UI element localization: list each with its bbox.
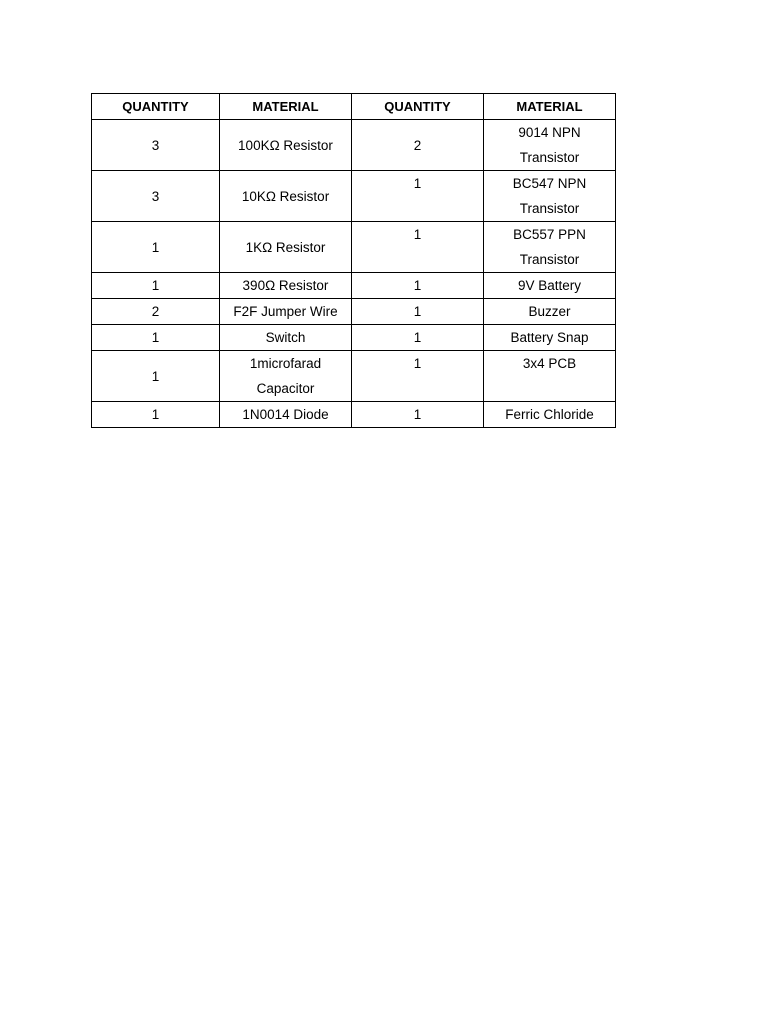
left-quantity-cell: 1 [92, 222, 220, 273]
right-material-text: BC547 NPN Transistor [512, 176, 587, 216]
table-row [92, 402, 616, 428]
right-quantity-cell: 1 [352, 222, 484, 273]
right-quantity-cell: 1 [352, 171, 484, 222]
right-quantity-cell: 2 [352, 120, 484, 171]
right-material-cell: Buzzer [484, 299, 616, 325]
left-material-cell: 390Ω Resistor [220, 273, 352, 299]
right-material-text: BC557 PPN Transistor [513, 227, 586, 267]
right-material-cell [484, 171, 616, 222]
left-material-cell: F2F Jumper Wire [220, 299, 352, 325]
left-quantity-cell: 1 [92, 351, 220, 402]
right-quantity-cell: 1 [352, 402, 484, 428]
right-quantity-cell: 1 [352, 351, 484, 402]
table-row [92, 351, 616, 402]
right-quantity-cell: 1 [352, 299, 484, 325]
left-quantity-cell: 1 [92, 325, 220, 351]
header-material-right: MATERIAL [484, 94, 616, 120]
materials-table [91, 93, 616, 428]
left-quantity-cell: 3 [92, 171, 220, 222]
right-material-cell: Battery Snap [484, 325, 616, 351]
table-row [92, 325, 616, 351]
right-material-cell [484, 222, 616, 273]
header-quantity-right: QUANTITY [352, 94, 484, 120]
left-material-text: 1microfarad Capacitor [249, 356, 322, 396]
right-quantity-cell: 1 [352, 325, 484, 351]
table-row [92, 222, 616, 273]
right-material-cell [484, 120, 616, 171]
left-material-cell: 1N0014 Diode [220, 402, 352, 428]
left-material-cell: Switch [220, 325, 352, 351]
right-quantity-cell: 1 [352, 273, 484, 299]
table-row [92, 273, 616, 299]
table-header-row [92, 94, 616, 120]
right-material-cell: 9V Battery [484, 273, 616, 299]
right-material-cell: Ferric Chloride [484, 402, 616, 428]
left-quantity-cell: 3 [92, 120, 220, 171]
left-material-cell: 1KΩ Resistor [220, 222, 352, 273]
left-quantity-cell: 1 [92, 402, 220, 428]
table-row [92, 171, 616, 222]
header-quantity-left: QUANTITY [92, 94, 220, 120]
left-material-cell [220, 351, 352, 402]
right-material-text: 9014 NPN Transistor [518, 125, 581, 165]
left-material-cell: 10KΩ Resistor [220, 171, 352, 222]
table-row [92, 120, 616, 171]
left-quantity-cell: 2 [92, 299, 220, 325]
left-material-cell: 100KΩ Resistor [220, 120, 352, 171]
table-row [92, 299, 616, 325]
header-material-left: MATERIAL [220, 94, 352, 120]
right-material-cell: 3x4 PCB [484, 351, 616, 402]
left-quantity-cell: 1 [92, 273, 220, 299]
